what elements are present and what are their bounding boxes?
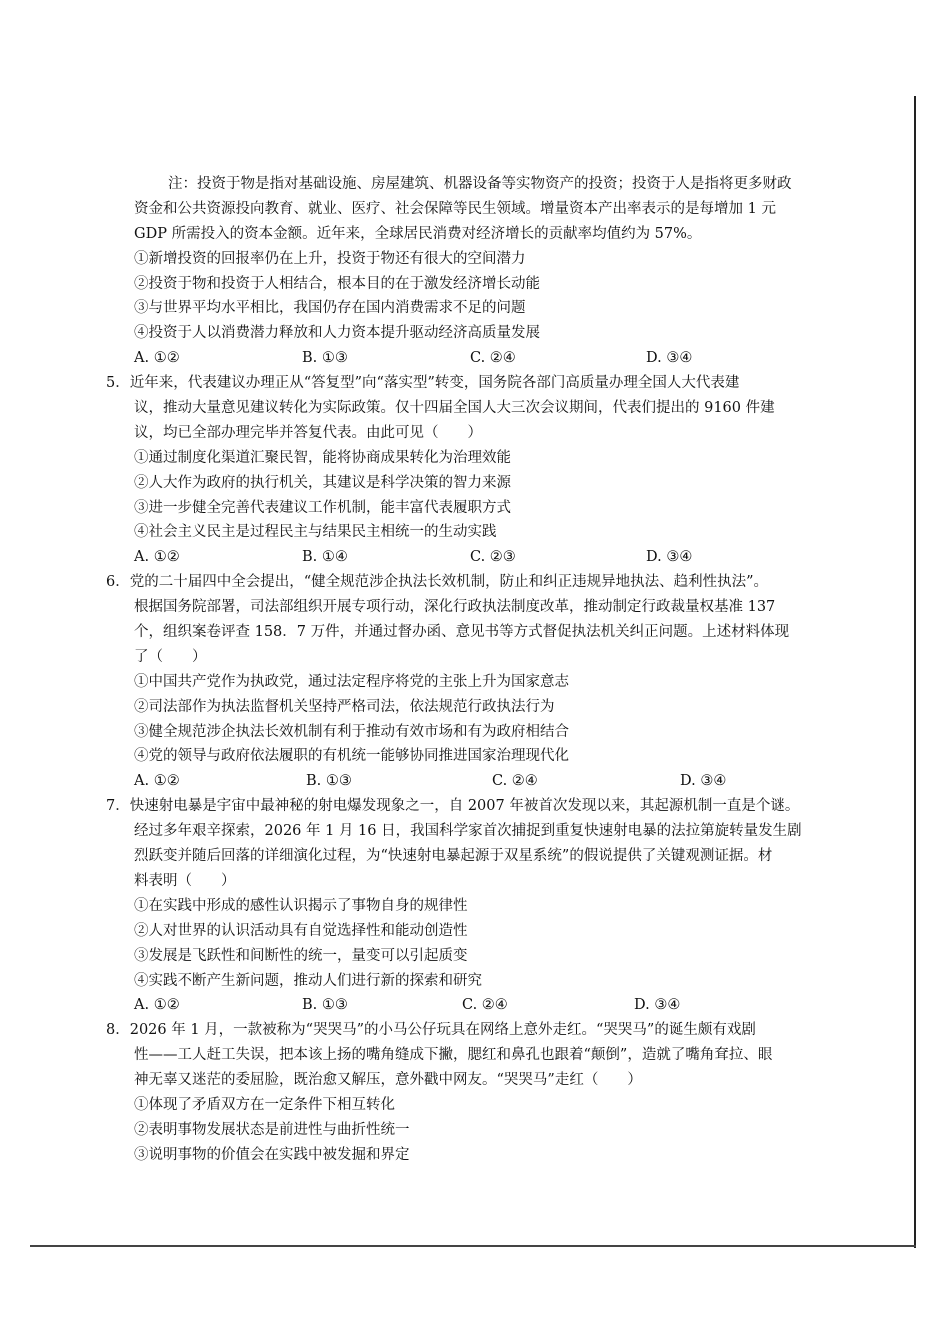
statement: ④实践不断产生新问题，推动人们进行新的探索和研究 — [134, 972, 482, 989]
option-d[interactable]: D. ③④ — [680, 773, 727, 790]
note-block — [104, 172, 844, 247]
statement: ①通过制度化渠道汇聚民智，能将协商成果转化为治理效能 — [134, 449, 511, 466]
statement: ③进一步健全完善代表建议工作机制，能丰富代表履职方式 — [134, 499, 511, 516]
note-line: 注：投资于物是指对基础设施、房屋建筑、机器设备等实物资产的投资；投资于人是指将更多财政 — [168, 176, 792, 192]
statement: ③说明事物的价值会在实践中被发掘和界定 — [134, 1146, 410, 1163]
question-stem: 个，组织案卷评查 158．7 万件，并通过督办函、意见书等方式督促执法机关纠正问题。上述材料体现 — [134, 624, 790, 641]
question-stem: 经过多年艰辛探索，2026 年 1 月 16 日，我国科学家首次捕捉到重复快速射电暴的法拉第旋转量发生剧 — [134, 823, 802, 840]
page-border-bottom — [30, 1245, 916, 1247]
options-row — [104, 346, 844, 371]
question-stem: 了（ ） — [134, 648, 207, 665]
question-stem: 议，推动大量意见建议转化为实际政策。仅十四届全国人大三次会议期间，代表们提出的 9160 件建 — [134, 400, 775, 417]
statement: ③与世界平均水平相比，我国仍存在国内消费需求不足的问题 — [134, 300, 526, 317]
options-row — [104, 769, 844, 794]
statement: ①体现了矛盾双方在一定条件下相互转化 — [134, 1096, 395, 1113]
option-a[interactable]: A. ①② — [134, 549, 180, 566]
note-line: GDP 所需投入的资本金额。近年来，全球居民消费对经济增长的贡献率均值约为 57%。 — [134, 225, 702, 242]
statement: ④投资于人以消费潜力释放和人力资本提升驱动经济高质量发展 — [134, 325, 540, 342]
statement: ①中国共产党作为执政党，通过法定程序将党的主张上升为国家意志 — [134, 673, 569, 690]
note-line: 资金和公共资源投向教育、就业、医疗、社会保障等民生领域。增量资本产出率表示的是每增加 1 元 — [134, 200, 776, 217]
question-stem: 根据国务院部署，司法部组织开展专项行动，深化行政执法制度改革，推动制定行政裁量权基准 137 — [134, 599, 776, 616]
option-d[interactable]: D. ③④ — [634, 997, 681, 1014]
question-4-choices — [104, 247, 844, 371]
statement: ②表明事物发展状态是前进性与曲折性统一 — [134, 1121, 410, 1138]
option-a[interactable]: A. ①② — [134, 773, 180, 790]
statement: ①新增投资的回报率仍在上升，投资于物还有很大的空间潜力 — [134, 250, 526, 267]
statement: ④社会主义民主是过程民主与结果民主相统一的生动实践 — [134, 524, 497, 541]
question-stem: 5．近年来，代表建议办理正从“答复型”向“落实型”转变，国务院各部门高质量办理全国人大代表建 — [106, 375, 740, 392]
page-border-right — [914, 96, 916, 1248]
exam-page — [104, 172, 844, 1168]
question-5 — [104, 371, 844, 570]
options-row — [104, 993, 844, 1018]
option-d[interactable]: D. ③④ — [646, 549, 693, 566]
question-8 — [104, 1018, 844, 1167]
statement: ①在实践中形成的感性认识揭示了事物自身的规律性 — [134, 897, 468, 914]
statement: ④党的领导与政府依法履职的有机统一能够协同推进国家治理现代化 — [134, 748, 569, 765]
option-a[interactable]: A. ①② — [134, 997, 180, 1014]
option-c[interactable]: C. ②④ — [462, 997, 508, 1014]
option-c[interactable]: C. ②④ — [492, 773, 538, 790]
option-b[interactable]: B. ①③ — [306, 773, 352, 790]
option-b[interactable]: B. ①③ — [302, 350, 348, 367]
statement: ③发展是飞跃性和间断性的统一，量变可以引起质变 — [134, 947, 468, 964]
question-stem: 6．党的二十届四中全会提出，“健全规范涉企执法长效机制，防止和纠正违规异地执法、趋利性执法”。 — [106, 574, 769, 591]
option-c[interactable]: C. ②③ — [470, 549, 516, 566]
statement: ②人大作为政府的执行机关，其建议是科学决策的智力来源 — [134, 474, 511, 491]
statement: ②司法部作为执法监督机关坚持严格司法，依法规范行政执法行为 — [134, 698, 555, 715]
question-stem: 烈跃变并随后回落的详细演化过程，为“快速射电暴起源于双星系统”的假说提供了关键观测证据。材 — [134, 848, 773, 865]
option-c[interactable]: C. ②④ — [470, 350, 516, 367]
option-b[interactable]: B. ①④ — [302, 549, 348, 566]
question-stem: 8．2026 年 1 月，一款被称为“哭哭马”的小马公仔玩具在网络上意外走红。“哭哭马”的诞生颇有戏剧 — [106, 1022, 756, 1039]
statement: ②人对世界的认识活动具有自觉选择性和能动创造性 — [134, 922, 468, 939]
question-stem: 议，均已全部办理完毕并答复代表。由此可见（ ） — [134, 424, 482, 441]
option-d[interactable]: D. ③④ — [646, 350, 693, 367]
question-6 — [104, 570, 844, 794]
question-stem: 料表明（ ） — [134, 872, 236, 889]
question-stem: 性——工人赶工失误，把本该上扬的嘴角缝成下撇，腮红和鼻孔也跟着“颠倒”，造就了嘴角耷拉、眼 — [134, 1047, 773, 1064]
options-row — [104, 545, 844, 570]
question-7 — [104, 794, 844, 1018]
option-a[interactable]: A. ①② — [134, 350, 180, 367]
question-stem: 7．快速射电暴是宇宙中最神秘的射电爆发现象之一，自 2007 年被首次发现以来，其起源机制一直是个谜。 — [106, 798, 800, 815]
statement: ②投资于物和投资于人相结合，根本目的在于激发经济增长动能 — [134, 275, 540, 292]
option-b[interactable]: B. ①③ — [302, 997, 348, 1014]
statement: ③健全规范涉企执法长效机制有利于推动有效市场和有为政府相结合 — [134, 723, 569, 740]
question-stem: 神无辜又迷茫的委屈脸，既治愈又解压，意外戳中网友。“哭哭马”走红（ ） — [134, 1072, 642, 1089]
